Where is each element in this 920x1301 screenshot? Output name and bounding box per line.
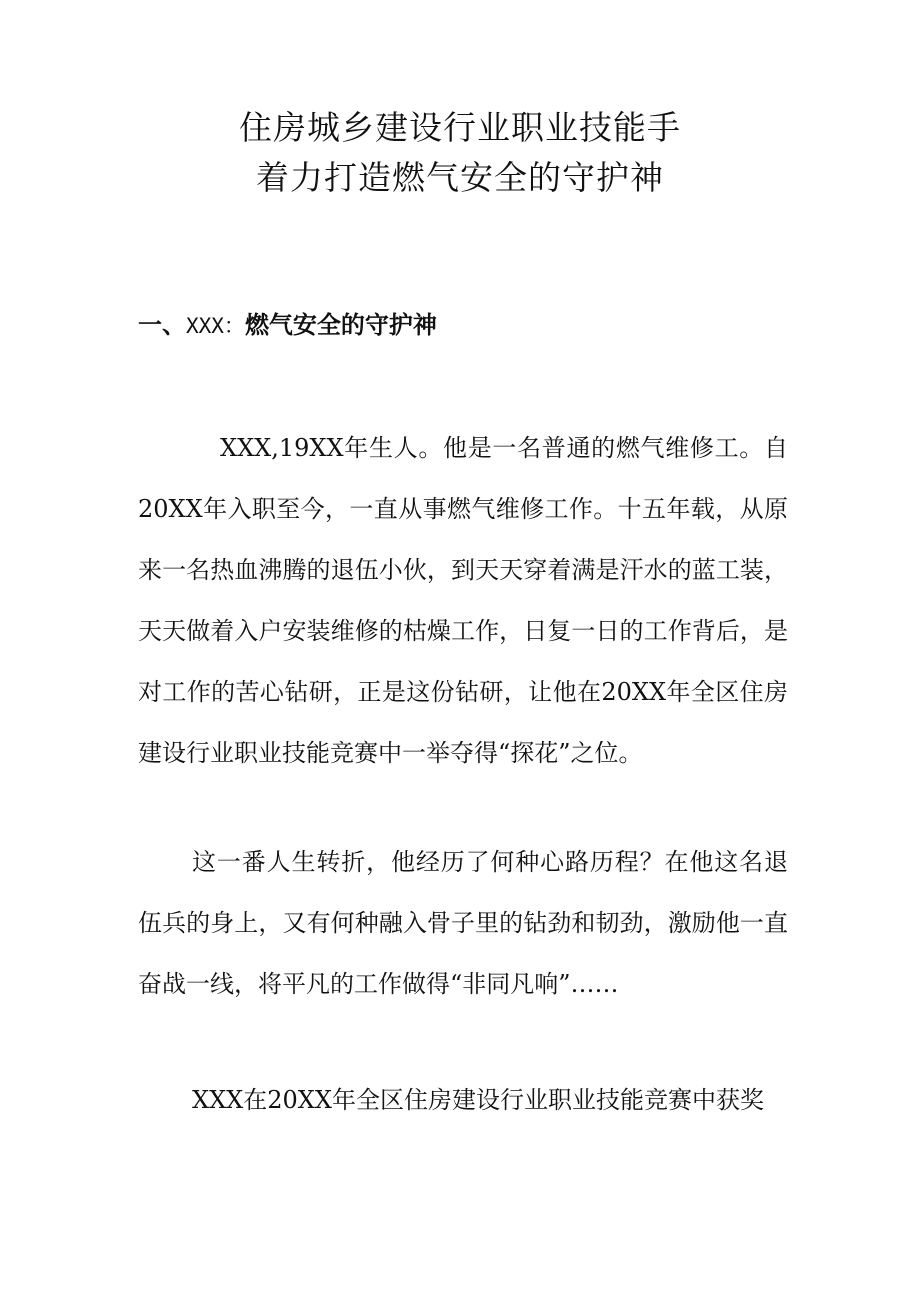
- document-title-line-1: 住房城乡建设行业职业技能手: [239, 108, 681, 147]
- section-heading-text: 燃气安全的守护神: [244, 310, 437, 339]
- section-heading: [138, 307, 437, 344]
- body-paragraph-intro: XXX,19XX年生人。他是一名普通的燃气维修工。自20XX年入职至今，一直从事燃气维修工作。十五年载，从原来一名热血沸腾的退伍小伙，到天天穿着满是汗水的蓝工装，天天做着入户安装维修的枯燥工作，日复一日的工作背后，是对工作的苦心钻研，正是这份钻研，让他在20XX年全区住房建设行业职业技能竞赛中一举夺得“探花”之位。: [138, 434, 788, 767]
- section-subject-code: XXX：: [186, 314, 245, 338]
- photo-caption: XXX在20XX年全区住房建设行业职业技能竞赛中获奖: [192, 1086, 764, 1114]
- section-number: 一、: [138, 310, 186, 339]
- body-paragraph-question: 这一番人生转折，他经历了何种心路历程？在他这名退伍兵的身上，又有何种融入骨子里的钻劲和韧劲，激励他一直奋战一线，将平凡的工作做得“非同凡响”……: [138, 848, 788, 998]
- document-title-line-2: 着力打造燃气安全的守护神: [256, 158, 664, 197]
